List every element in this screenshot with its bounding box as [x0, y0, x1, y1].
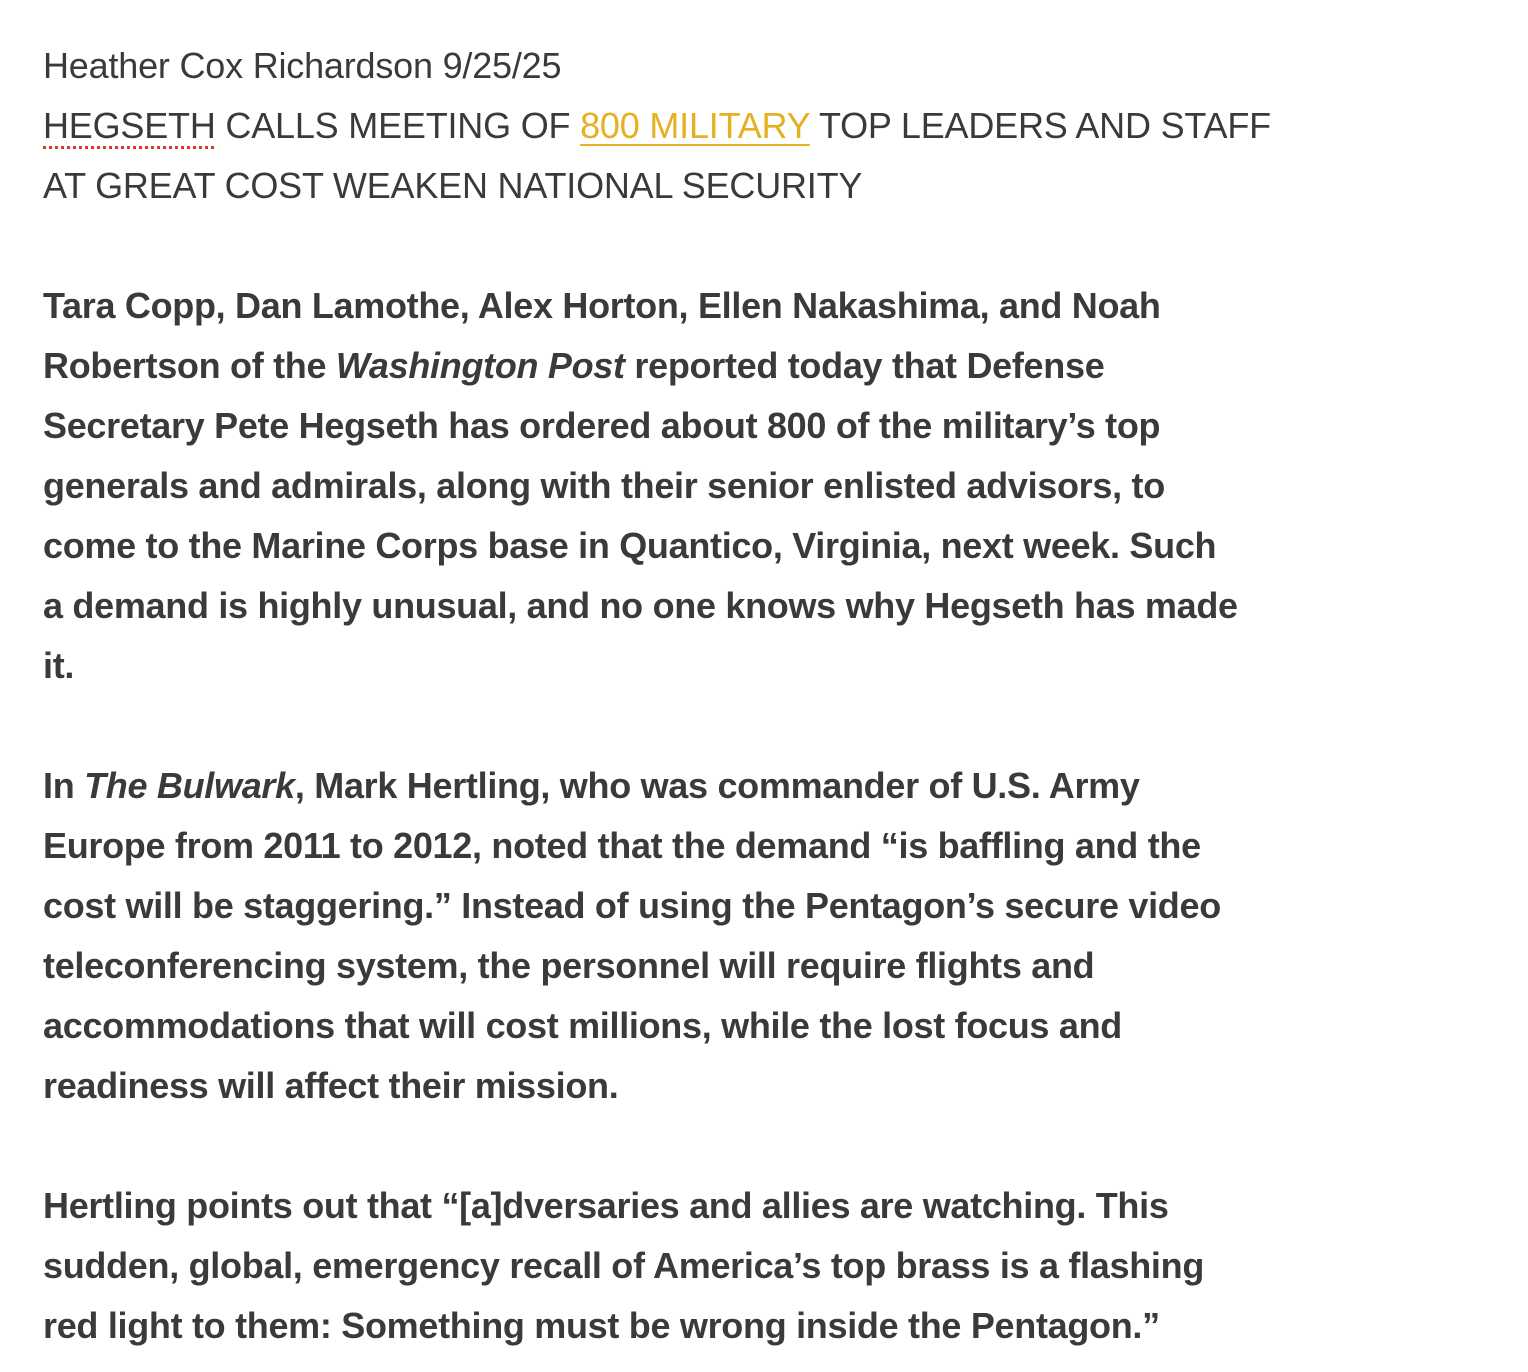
paragraph-gap [43, 1116, 1483, 1176]
paragraph-gap [43, 216, 1483, 276]
p3-line-3: red light to them: Something must be wrong inside the Pentagon.” [43, 1305, 1160, 1346]
p1-line-6: a demand is highly unusual, and no one knows why Hegseth has made [43, 585, 1238, 626]
p2-line-1-text-a: In [43, 765, 85, 806]
author-date-line: Heather Cox Richardson 9/25/25 [43, 45, 562, 86]
washington-post-title: Washington Post [335, 345, 625, 386]
p3-line-2: sudden, global, emergency recall of America’s top brass is a flashing [43, 1245, 1205, 1286]
p1-line-4: generals and admirals, along with their senior enlisted advisors, to [43, 465, 1165, 506]
misspelled-word-hegseth[interactable]: HEGSETH [43, 105, 216, 146]
p1-line-3: Secretary Pete Hegseth has ordered about 800 of the military’s top [43, 405, 1161, 446]
p3-line-1: Hertling points out that “[a]dversaries and allies are watching. This [43, 1185, 1169, 1226]
p2-line-2: Europe from 2011 to 2012, noted that the demand “is baffling and the [43, 825, 1201, 866]
paragraph-gap [43, 696, 1483, 756]
headline-text-mid: CALLS MEETING OF [215, 105, 581, 146]
headline-line-2: AT GREAT COST WEAKEN NATIONAL SECURITY [43, 165, 863, 206]
p1-line-2-text-a: Robertson of the [43, 345, 336, 386]
bulwark-title: The Bulwark [84, 765, 295, 806]
p1-line-7: it. [43, 645, 75, 686]
p2-line-3: cost will be staggering.” Instead of using the Pentagon’s secure video [43, 885, 1221, 926]
p2-line-4: teleconferencing system, the personnel will require flights and [43, 945, 1095, 986]
paragraph-2 [43, 756, 1483, 1116]
p2-line-1-text-b: , Mark Hertling, who was commander of U.S. Army [294, 765, 1140, 806]
p1-line-2-text-b: reported today that Defense [624, 345, 1105, 386]
p2-line-5: accommodations that will cost millions, while the lost focus and [43, 1005, 1122, 1046]
p1-line-1: Tara Copp, Dan Lamothe, Alex Horton, Ellen Nakashima, and Noah [43, 285, 1161, 326]
headline-line-1 [43, 96, 1483, 156]
document-body[interactable] [43, 36, 1483, 1356]
p1-line-5: come to the Marine Corps base in Quantico, Virginia, next week. Such [43, 525, 1217, 566]
paragraph-1 [43, 276, 1483, 696]
paragraph-3 [43, 1176, 1483, 1356]
p1-line-2 [43, 336, 1483, 396]
military-link[interactable]: 800 MILITARY [580, 105, 810, 146]
p2-line-1 [43, 756, 1483, 816]
headline-text-rest: TOP LEADERS AND STAFF [809, 105, 1271, 146]
p2-line-6: readiness will affect their mission. [43, 1065, 619, 1106]
